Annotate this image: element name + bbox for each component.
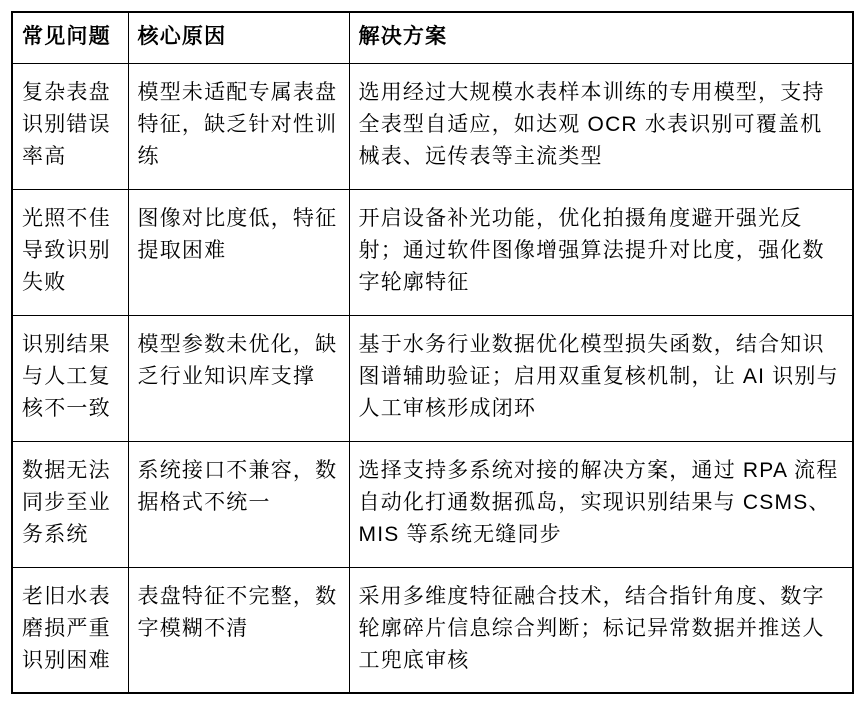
table-row	[12, 315, 853, 441]
cell-problem: 老旧水表磨损严重识别困难	[12, 567, 128, 693]
cell-solution: 基于水务行业数据优化模型损失函数，结合知识图谱辅助验证；启用双重复核机制，让 AI 识别与人工审核形成闭环	[349, 315, 853, 441]
cell-cause: 表盘特征不完整，数字模糊不清	[128, 567, 349, 693]
cell-solution: 开启设备补光功能，优化拍摄角度避开强光反射；通过软件图像增强算法提升对比度，强化数字轮廓特征	[349, 189, 853, 315]
cell-cause: 模型未适配专属表盘特征，缺乏针对性训练	[128, 63, 349, 189]
issues-table	[11, 11, 854, 694]
cell-cause: 系统接口不兼容，数据格式不统一	[128, 441, 349, 567]
cell-cause: 图像对比度低，特征提取困难	[128, 189, 349, 315]
cell-solution: 选择支持多系统对接的解决方案，通过 RPA 流程自动化打通数据孤岛，实现识别结果与 CSMS、MIS 等系统无缝同步	[349, 441, 853, 567]
table-row	[12, 63, 853, 189]
cell-problem: 数据无法同步至业务系统	[12, 441, 128, 567]
header-cell-problem: 常见问题	[12, 12, 128, 63]
table-row	[12, 441, 853, 567]
cell-problem: 光照不佳导致识别失败	[12, 189, 128, 315]
table-row	[12, 567, 853, 693]
header-cell-cause: 核心原因	[128, 12, 349, 63]
cell-solution: 选用经过大规模水表样本训练的专用模型，支持全表型自适应，如达观 OCR 水表识别可覆盖机械表、远传表等主流类型	[349, 63, 853, 189]
table-row	[12, 189, 853, 315]
cell-problem: 识别结果与人工复核不一致	[12, 315, 128, 441]
cell-problem: 复杂表盘识别错误率高	[12, 63, 128, 189]
header-row	[12, 12, 853, 63]
cell-cause: 模型参数未优化，缺乏行业知识库支撑	[128, 315, 349, 441]
header-cell-solution: 解决方案	[349, 12, 853, 63]
cell-solution: 采用多维度特征融合技术，结合指针角度、数字轮廓碎片信息综合判断；标记异常数据并推送人工兜底审核	[349, 567, 853, 693]
